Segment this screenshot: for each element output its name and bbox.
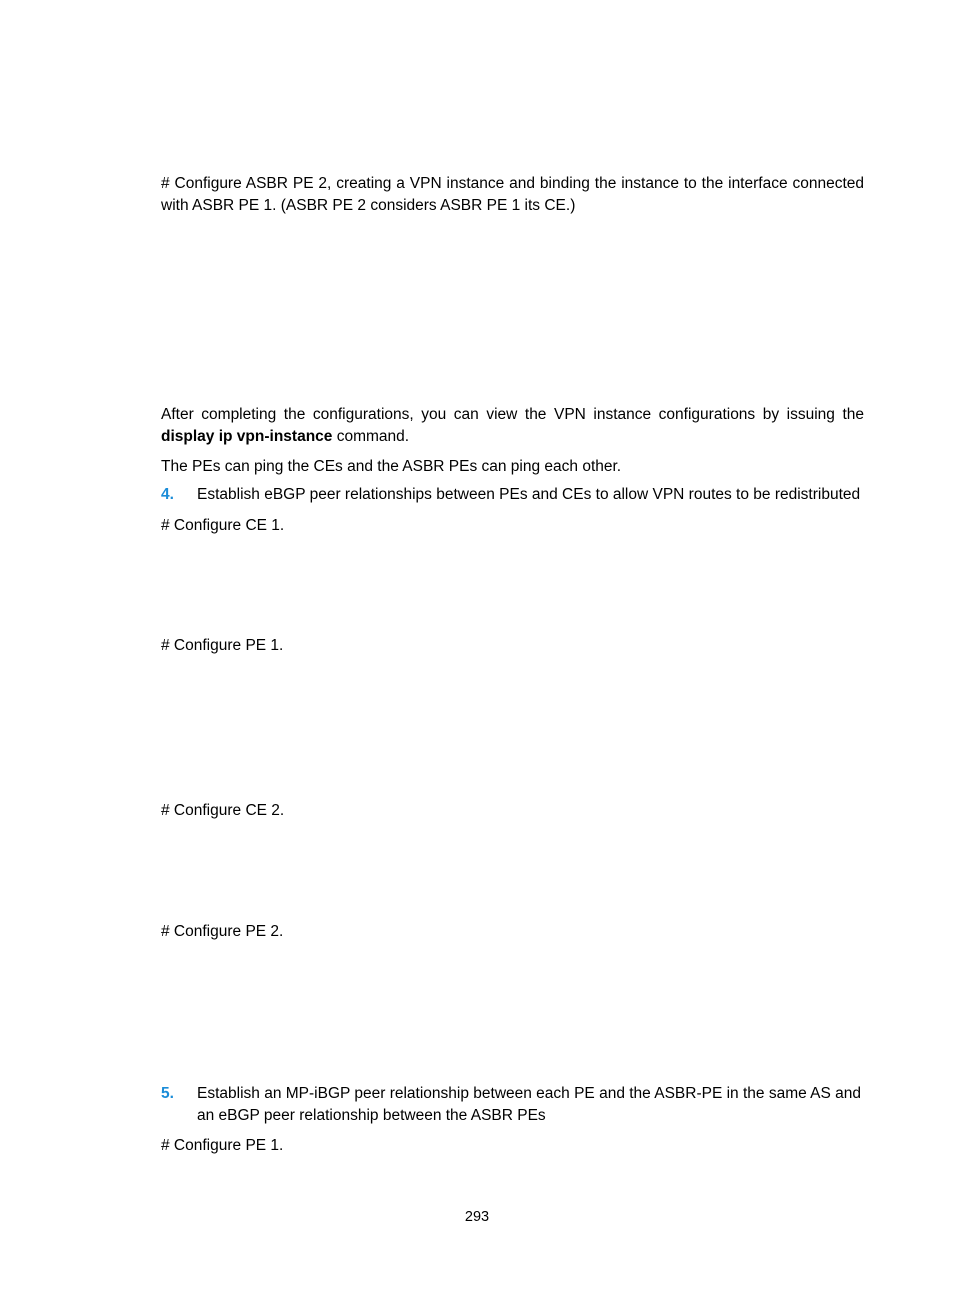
asbr-pe2-intro-paragraph: # Configure ASBR PE 2, creating a VPN instance and binding the instance to the interface connected with ASBR PE 1. (ASBR PE 2 considers ASBR PE 1 its CE.) — [161, 175, 864, 214]
configure-pe1-second-heading: # Configure PE 1. — [161, 1137, 284, 1154]
step-5-number: 5. — [161, 1085, 174, 1102]
configure-pe1-heading: # Configure PE 1. — [161, 637, 284, 654]
configure-pe2-heading: # Configure PE 2. — [161, 923, 284, 940]
step-5 — [161, 1083, 864, 1126]
ping-note-paragraph: The PEs can ping the CEs and the ASBR PEs can ping each other. — [161, 458, 622, 475]
step-5-text: Establish an MP-iBGP peer relationship between each PE and the ASBR-PE in the same AS and an eBGP peer relationship between the ASBR PEs — [197, 1085, 862, 1124]
configure-ce2-heading: # Configure CE 2. — [161, 802, 285, 819]
display-command: display ip vpn-instance — [161, 427, 333, 445]
after-config-paragraph — [161, 404, 864, 447]
after-config-prefix: After completing the configurations, you can view the VPN instance configurations by issuing the — [161, 406, 864, 423]
step-4 — [161, 484, 864, 506]
configure-ce1-heading: # Configure CE 1. — [161, 517, 285, 534]
after-config-suffix: command. — [332, 427, 410, 445]
page-number: 293 — [464, 1209, 490, 1225]
step-4-text: Establish eBGP peer relationships between PEs and CEs to allow VPN routes to be redistributed — [197, 486, 861, 503]
step-4-number: 4. — [161, 486, 174, 503]
